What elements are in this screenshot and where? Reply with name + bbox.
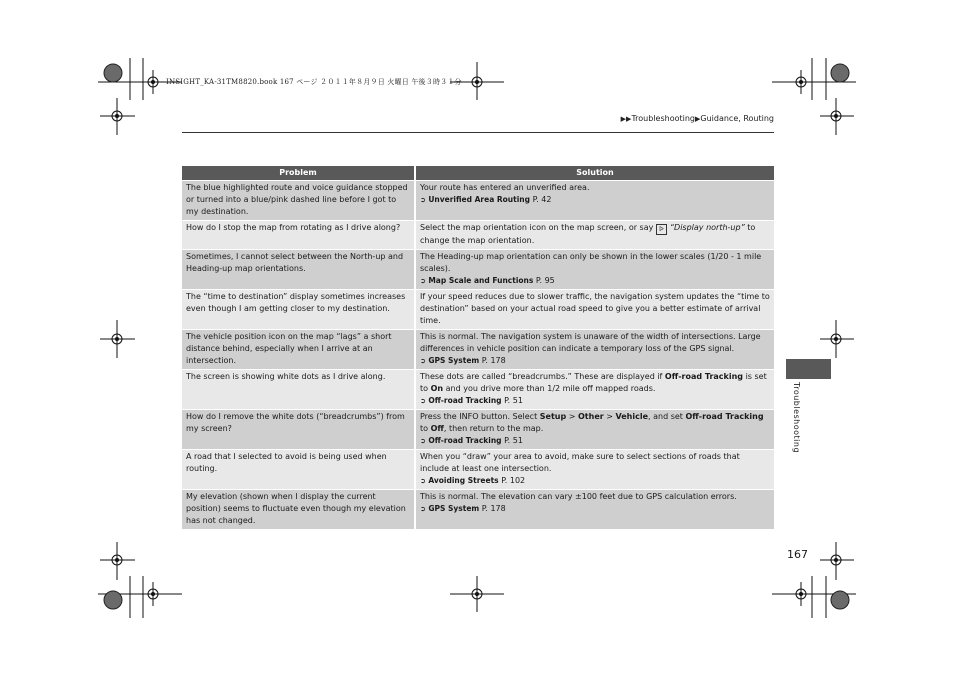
cross-reference[interactable]	[420, 435, 770, 447]
cross-reference[interactable]	[420, 503, 770, 515]
problem-cell: The vehicle position icon on the map “lags” a short distance behind, especially when I arrive at an intersection.	[182, 330, 415, 370]
reference-page: P. 95	[535, 276, 555, 285]
table-row	[182, 410, 774, 450]
solution-text: The Heading-up map orientation can only be shown in the lower scales (1/20 - 1 mile scales).	[420, 252, 762, 273]
problem-cell: The blue highlighted route and voice guidance stopped or turned into a blue/pink dashed line before I got to my destination.	[182, 181, 415, 221]
solution-text: When you “draw” your area to avoid, make sure to select sections of roads that include at least one intersection.	[420, 452, 740, 473]
reference-page: P. 51	[504, 396, 523, 405]
table-header-row	[182, 166, 774, 181]
solution-cell	[415, 181, 774, 221]
problem-cell: My elevation (shown when I display the current position) seems to fluctuate even though my elevation has not changed.	[182, 490, 415, 530]
solution-header: Solution	[415, 166, 774, 181]
table-row	[182, 450, 774, 490]
solution-cell	[415, 370, 774, 410]
troubleshooting-table	[182, 166, 774, 529]
solution-text: This is normal. The elevation can vary ±100 feet due to GPS calculation errors.	[420, 492, 737, 501]
reference-page: P. 178	[481, 356, 506, 365]
reference-arrow-icon: ➲	[420, 196, 429, 204]
cross-reference[interactable]	[420, 475, 770, 487]
header-rule	[182, 132, 774, 133]
solution-cell	[415, 410, 774, 450]
table-row	[182, 370, 774, 410]
reference-page: P. 178	[481, 504, 506, 513]
section-side-label: Troubleshooting	[792, 382, 801, 454]
breadcrumb-arrow-icon: ▶▶	[620, 115, 632, 123]
table-row	[182, 250, 774, 290]
cross-reference[interactable]	[420, 355, 770, 367]
solution-text: These dots are called “breadcrumbs.” These are displayed if Off-road Tracking is set to On and you drive more than 1/2 mile off mapped roads.	[420, 372, 767, 393]
reference-title: Unverified Area Routing	[428, 195, 531, 204]
reference-title: GPS System	[428, 356, 480, 365]
voice-command: “Display north-up”	[669, 223, 745, 232]
reference-title: Off-road Tracking	[428, 436, 502, 445]
reference-title: Map Scale and Functions	[428, 276, 534, 285]
solution-cell	[415, 221, 774, 250]
print-header: INSIGHT_KA-31TM8820.book 167 ページ ２０１１年８月９日 火曜日 午後３時３１分	[166, 78, 462, 86]
table-row	[182, 490, 774, 530]
solution-text: Press the INFO button. Select Setup > Other > Vehicle, and set Off-road Tracking to Off, then return to the map.	[420, 412, 764, 433]
cross-reference[interactable]	[420, 194, 770, 206]
section-tab	[786, 359, 831, 379]
solution-text: This is normal. The navigation system is unaware of the width of intersections. Large differences in vehicle position can indicate a temporary loss of the GPS signal.	[420, 332, 761, 353]
table-row	[182, 330, 774, 370]
solution-text: Select the map orientation icon on the map screen, or say	[420, 223, 654, 232]
voice-command-icon: ᐅ	[656, 224, 667, 235]
solution-cell	[415, 490, 774, 530]
breadcrumb-arrow-icon: ▶	[694, 115, 701, 123]
cross-reference[interactable]	[420, 395, 770, 407]
solution-cell	[415, 450, 774, 490]
problem-cell: How do I remove the white dots (“breadcrumbs”) from my screen?	[182, 410, 415, 450]
cross-reference[interactable]	[420, 275, 770, 287]
problem-cell: Sometimes, I cannot select between the North-up and Heading-up map orientations.	[182, 250, 415, 290]
reference-arrow-icon: ➲	[420, 477, 429, 485]
reference-title: GPS System	[428, 504, 480, 513]
reference-page: P. 102	[501, 476, 526, 485]
solution-cell: If your speed reduces due to slower traffic, the navigation system updates the “time to destination” based on your actual road speed to give you a better estimate of arrival time.	[415, 290, 774, 330]
table-row	[182, 290, 774, 330]
breadcrumb-subsection: Guidance, Routing	[700, 114, 774, 123]
problem-cell: A road that I selected to avoid is being used when routing.	[182, 450, 415, 490]
problem-cell: The “time to destination” display sometimes increases even though I am getting closer to my destination.	[182, 290, 415, 330]
reference-title: Avoiding Streets	[428, 476, 499, 485]
reference-arrow-icon: ➲	[420, 277, 429, 285]
reference-arrow-icon: ➲	[420, 397, 429, 405]
problem-header: Problem	[182, 166, 415, 181]
table-row	[182, 221, 774, 250]
reference-title: Off-road Tracking	[428, 396, 502, 405]
breadcrumb-section: Troubleshooting	[631, 114, 695, 123]
reference-arrow-icon: ➲	[420, 437, 429, 445]
page-number: 167	[787, 548, 808, 561]
reference-page: P. 51	[504, 436, 523, 445]
solution-cell	[415, 250, 774, 290]
problem-cell: The screen is showing white dots as I drive along.	[182, 370, 415, 410]
reference-page: P. 42	[532, 195, 552, 204]
solution-text: Your route has entered an unverified area.	[420, 183, 590, 192]
table-row	[182, 181, 774, 221]
reference-arrow-icon: ➲	[420, 357, 429, 365]
solution-text: to change the map orientation.	[420, 223, 756, 245]
reference-arrow-icon: ➲	[420, 505, 429, 513]
problem-cell: How do I stop the map from rotating as I drive along?	[182, 221, 415, 250]
solution-cell	[415, 330, 774, 370]
breadcrumb	[621, 114, 774, 123]
